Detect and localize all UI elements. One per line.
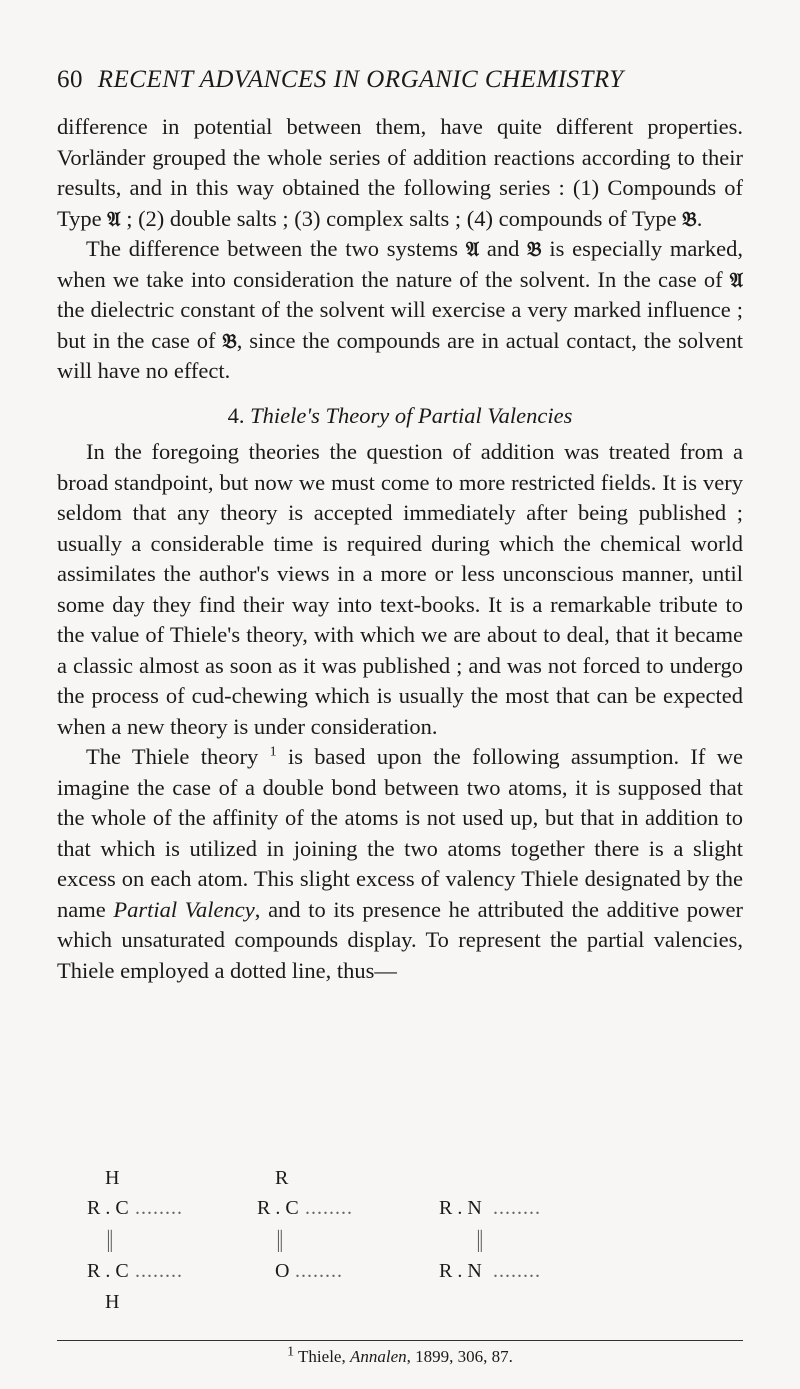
formula-atom: H [105,1291,120,1313]
text-run: , since the compounds are in actual contact, the solvent will have no effect. [57,327,743,383]
body-text [57,112,743,986]
type-b-symbol: 𝔅 [222,328,237,353]
section-title: Thiele's Theory of Partial Valencies [250,402,573,428]
formula-group: R . C [257,1197,299,1219]
formula-group: R . N [439,1260,482,1282]
paragraph [57,112,743,234]
partial-valency-dots: ........ [493,1260,541,1282]
text-run: , and to its presence he attributed the additive power which unsaturated compounds display. To represent the partial valencies, Thiele employed a dotted line, thus— [57,896,743,983]
footnote [0,1344,800,1367]
type-b-symbol: 𝔅 [527,237,542,261]
formula-group: R . C [87,1260,129,1282]
text-run: . [696,205,703,231]
running-header [57,66,757,94]
running-title: RECENT ADVANCES IN ORGANIC CHEMISTRY [97,66,624,93]
footnote-author: Thiele, [294,1347,350,1366]
structural-formulas [87,1167,655,1337]
text-run: is especially marked, when we take into consideration the nature of the solvent. In the case of [57,236,743,292]
section-heading [57,401,743,432]
paragraph [57,234,743,387]
paragraph: In the foregoing theories the question of addition was treated from a broad standpoint, but now we must come to more restricted fields. It is very seldom that any theory is accepted immediately after being published ; usually a considerable time is required during which the chemical world assimilates the author's views in a more or less unconscious manner, until some day they find their way into text-books. It is a remarkable tribute to the value of Thiele's theory, with which we are about to deal, that it became a classic almost as soon as it was published ; and was not forced to undergo the process of cud-chewing which is usually the most that can be expected when a new theory is under consideration. [57,439,743,739]
text-run: The difference between the two systems [86,236,466,261]
footnote-reference-details: , 1899, 306, 87. [406,1347,513,1366]
partial-valency-dots: ........ [295,1260,343,1282]
text-run: and [479,236,528,261]
paragraph [57,742,743,986]
text-run: The Thiele theory [86,744,270,769]
text-run: is based upon the following assumption. If we imagine the case of a double bond between two atoms, it is supposed that the whole of the affinity of the atoms is not used up, but that in addition to that which is utilized in joining the two atoms together there is a slight excess on each atom. This slight excess of valency Thiele designated by the name [57,744,743,922]
double-bond: || [276,1227,283,1253]
formula-atom: R [275,1167,289,1189]
double-bond: || [106,1227,113,1253]
partial-valency-dots: ........ [305,1197,353,1219]
double-bond: || [476,1227,483,1253]
text-run: difference in potential between them, have quite different properties. Vorländer grouped the whole series of addition reactions according to their results, and in this way obtained the following series : (1) Compounds of Type [57,114,743,231]
partial-valency-dots: ........ [493,1197,541,1219]
type-a-symbol: 𝔄 [107,206,121,231]
footnote-marker: 1 [287,1344,295,1360]
type-a-symbol: 𝔄 [729,267,743,292]
formula-atom: H [105,1167,120,1189]
formula-group: R . N [439,1197,482,1219]
footnote-journal: Annalen [349,1347,407,1366]
emphasis: Partial Valency [113,896,255,922]
footnote-rule [57,1340,743,1341]
footnote-reference: 1 [269,744,277,760]
text-run: ; (2) double salts ; (3) complex salts ; (4) compounds of Type [120,205,683,231]
type-a-symbol: 𝔄 [465,237,480,261]
formula-atom: O [275,1260,290,1282]
partial-valency-dots: ........ [135,1197,183,1219]
page-number: 60 [57,66,83,93]
section-number: 4. [227,402,245,428]
formula-group: R . C [87,1197,129,1219]
text-run: the dielectric constant of the solvent will exercise a very marked influence ; but in the case of [57,297,743,353]
partial-valency-dots: ........ [135,1260,183,1282]
type-b-symbol: 𝔅 [682,206,697,231]
